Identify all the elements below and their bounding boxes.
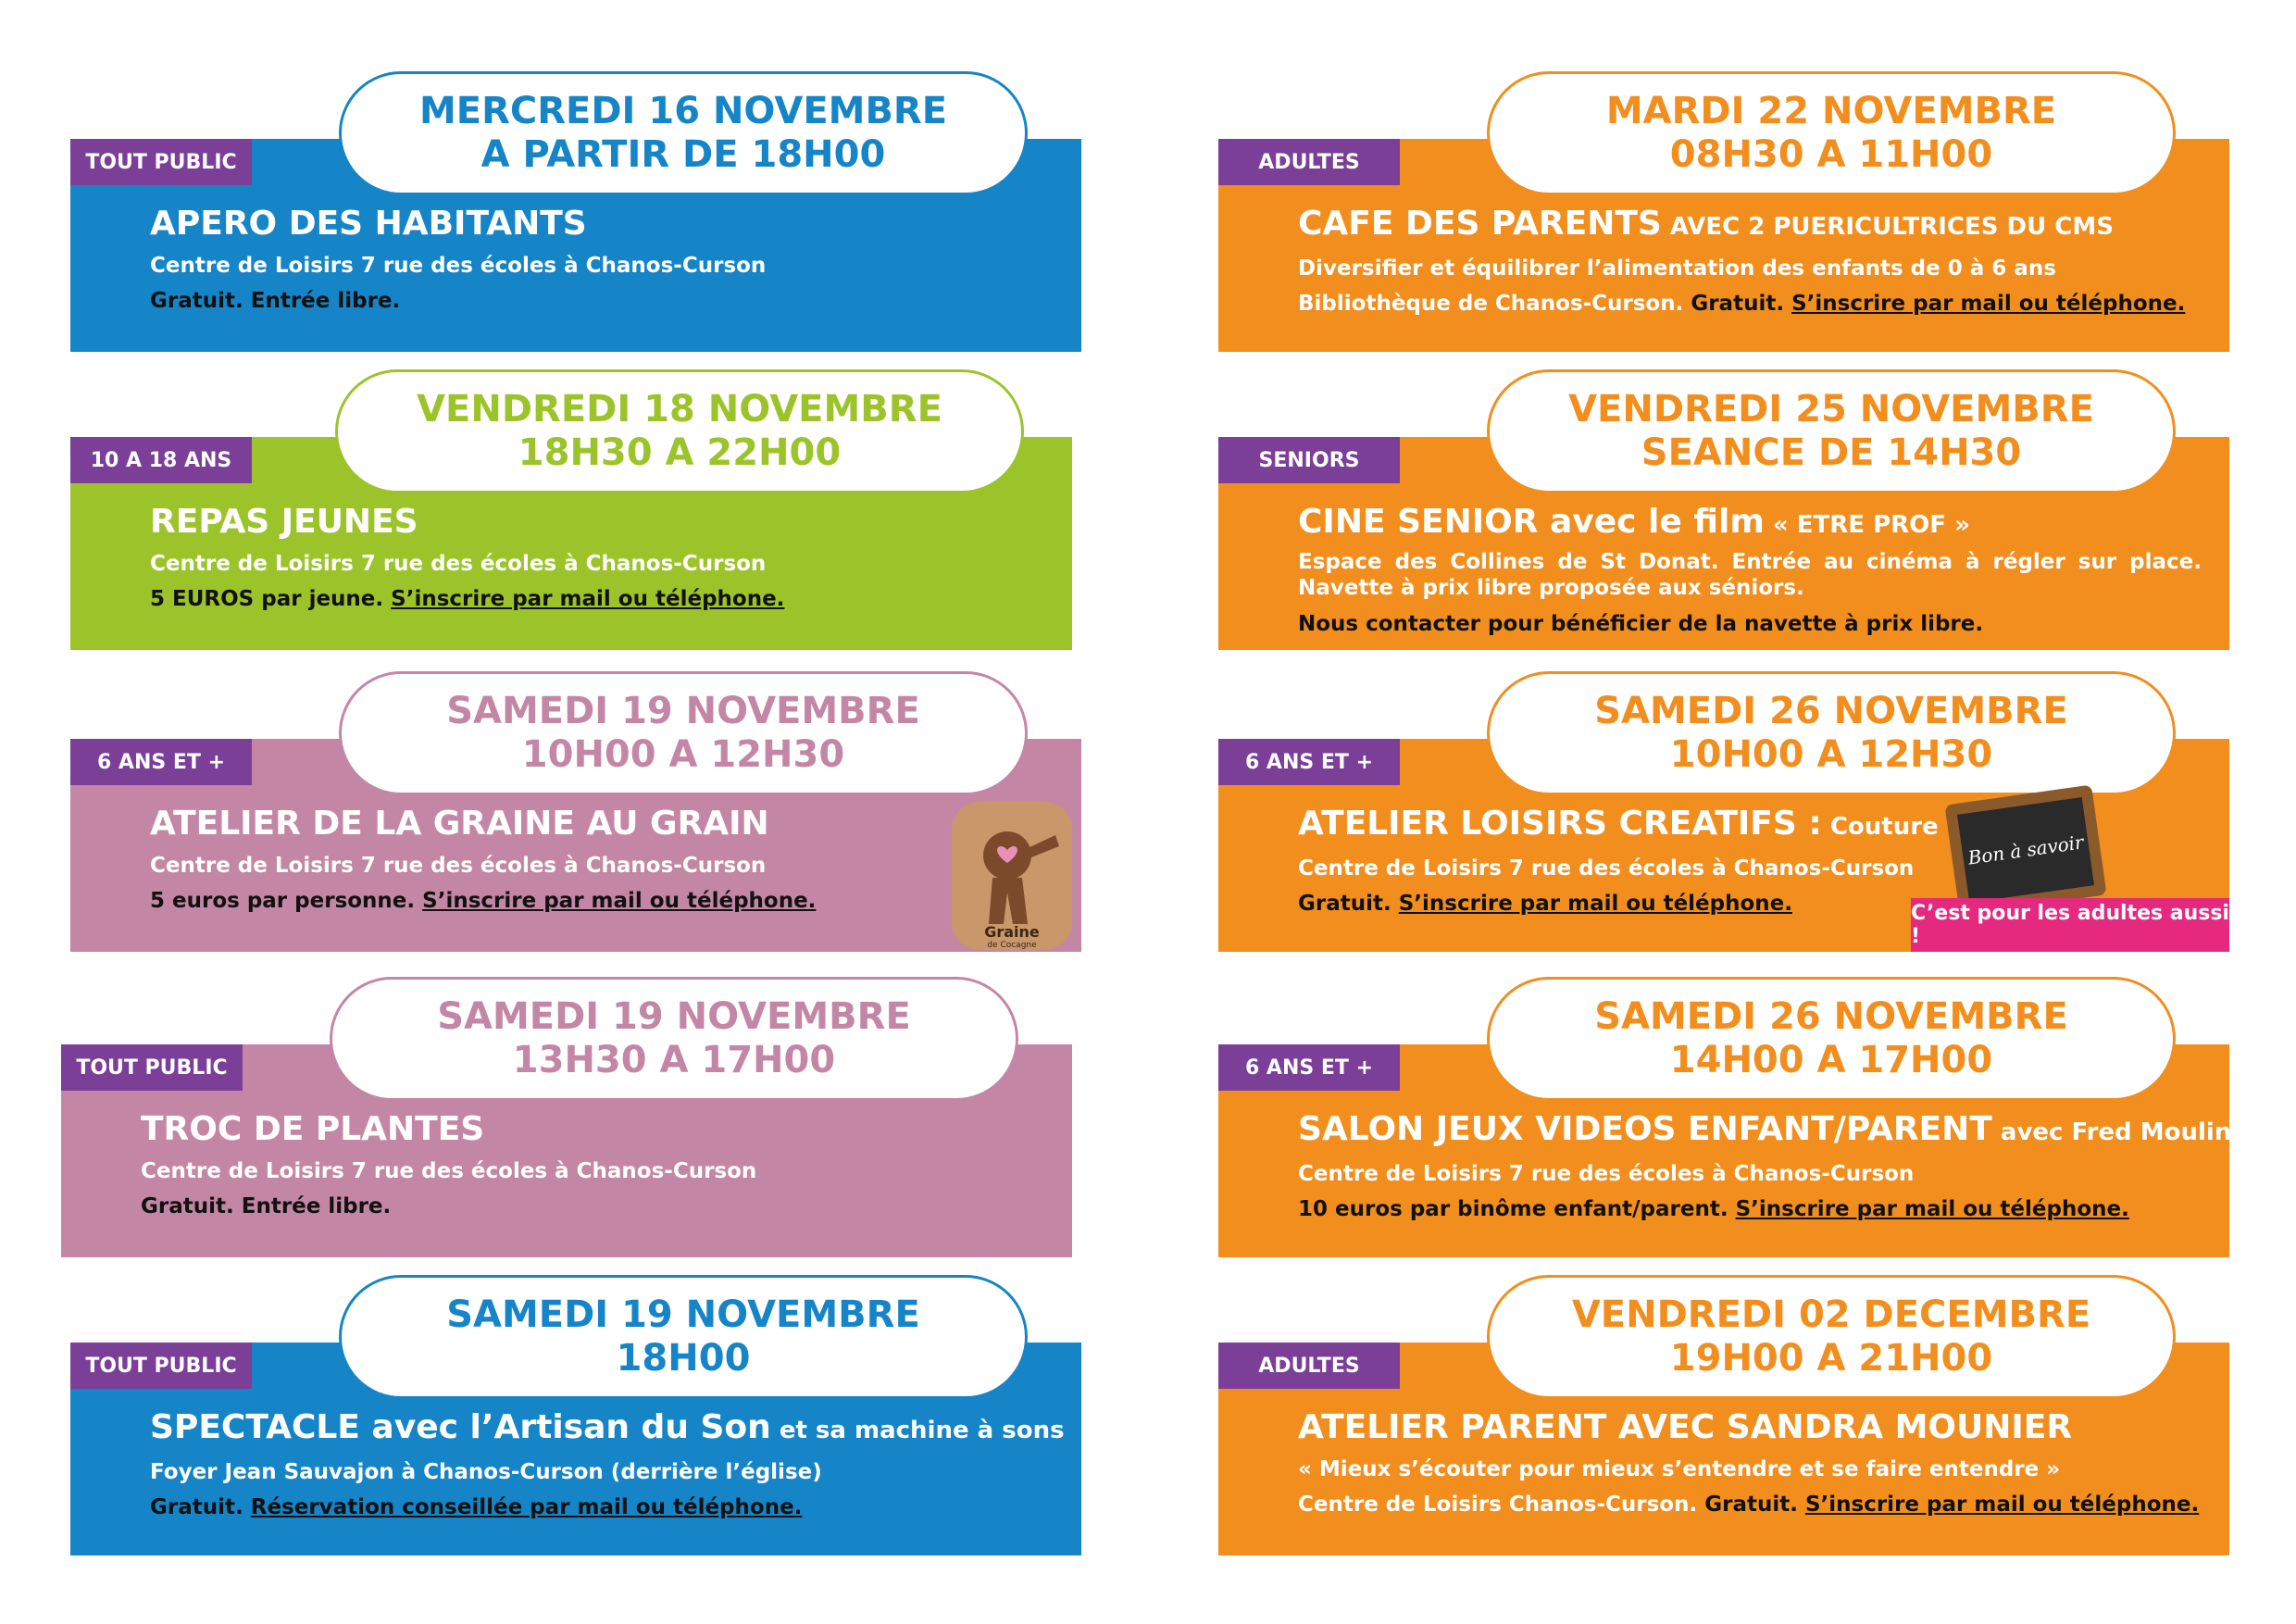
audience-badge: SENIORS bbox=[1218, 437, 1400, 483]
event-title: ATELIER DE LA GRAINE AU GRAIN bbox=[150, 805, 769, 843]
event-card-salon-jeux-videos bbox=[1218, 974, 2232, 1257]
event-title: CINE SENIOR avec le film « ETRE PROF » bbox=[1298, 503, 1970, 541]
event-time: 14H00 A 17H00 bbox=[1669, 1039, 1993, 1081]
event-price: Bibliothèque de Chanos-Curson. Gratuit. S’inscrire par mail ou téléphone. bbox=[1298, 292, 2186, 316]
event-time: 19H00 A 21H00 bbox=[1669, 1337, 1993, 1380]
audience-badge: TOUT PUBLIC bbox=[61, 1044, 243, 1091]
event-date: VENDREDI 25 NOVEMBRE bbox=[1568, 388, 2094, 431]
event-card-loisirs-creatifs bbox=[1218, 668, 2229, 952]
event-price: Gratuit. Entrée libre. bbox=[150, 289, 401, 313]
event-content bbox=[150, 1407, 1065, 1525]
event-date: VENDREDI 02 DECEMBRE bbox=[1571, 1293, 2091, 1336]
svg-text:de Cocagne: de Cocagne bbox=[987, 941, 1037, 950]
event-date: SAMEDI 19 NOVEMBRE bbox=[437, 995, 911, 1038]
event-time: 18H30 A 22H00 bbox=[518, 431, 842, 474]
event-date: MARDI 22 NOVEMBRE bbox=[1605, 90, 2057, 132]
event-date: SAMEDI 26 NOVEMBRE bbox=[1594, 995, 2068, 1038]
event-date-pill bbox=[1487, 977, 2176, 1101]
audience-badge: ADULTES bbox=[1218, 1343, 1400, 1389]
event-description: Diversifier et équilibrer l’alimentation des enfants de 0 à 6 ans bbox=[1298, 256, 2056, 281]
event-time: 10H00 A 12H30 bbox=[521, 733, 845, 776]
event-date-pill bbox=[339, 71, 1028, 195]
reservation-link[interactable]: Réservation conseillée par mail ou téléphone. bbox=[250, 1495, 803, 1519]
graine-de-cocagne-logo-icon bbox=[952, 802, 1072, 950]
event-date-pill bbox=[1487, 671, 2176, 795]
event-card-atelier-parent bbox=[1218, 1272, 2229, 1555]
event-title: TROC DE PLANTES bbox=[141, 1110, 485, 1148]
event-price: 10 euros par binôme enfant/parent. S’inscrire par mail ou téléphone. bbox=[1298, 1197, 2129, 1221]
event-card-graine-au-grain bbox=[70, 668, 1081, 952]
event-price: 5 euros par personne. S’inscrire par mail ou téléphone. bbox=[150, 889, 817, 913]
audience-badge: ADULTES bbox=[1218, 139, 1400, 185]
register-link[interactable]: S’inscrire par mail ou téléphone. bbox=[1791, 292, 2186, 316]
audience-badge: TOUT PUBLIC bbox=[70, 139, 252, 185]
event-card-troc-de-plantes bbox=[61, 974, 1072, 1257]
event-location: Centre de Loisirs 7 rue des écoles à Chanos-Curson bbox=[150, 854, 767, 878]
chalkboard-text: Bon à savoir bbox=[1957, 797, 2094, 903]
event-date-pill bbox=[339, 671, 1028, 795]
event-date: SAMEDI 26 NOVEMBRE bbox=[1594, 690, 2068, 732]
event-title: APERO DES HABITANTS bbox=[150, 205, 587, 243]
event-location: Espace des Collines de St Donat. Entrée au cinéma à régler sur place. Navette à prix libre proposée aux séniors. bbox=[1298, 550, 2202, 600]
event-card-cine-senior bbox=[1218, 367, 2229, 650]
adults-too-note: C’est pour les adultes aussi ! bbox=[1911, 898, 2229, 952]
event-content bbox=[150, 502, 1044, 617]
event-content bbox=[1298, 502, 2202, 642]
audience-badge: 6 ANS ET + bbox=[1218, 739, 1400, 785]
event-time: SEANCE DE 14H30 bbox=[1641, 431, 2022, 474]
event-price: Gratuit. Entrée libre. bbox=[141, 1194, 392, 1218]
event-content bbox=[150, 204, 1054, 319]
event-title: CAFE DES PARENTS AVEC 2 PUERICULTRICES DU CMS bbox=[1298, 205, 2114, 243]
event-title: ATELIER PARENT AVEC SANDRA MOUNIER bbox=[1298, 1408, 2073, 1446]
event-title: SALON JEUX VIDEOS ENFANT/PARENT avec Fred Moulin bbox=[1298, 1110, 2232, 1148]
event-time: 18H00 bbox=[616, 1337, 751, 1380]
event-price: Gratuit. S’inscrire par mail ou téléphone. bbox=[1298, 892, 1792, 916]
event-title: ATELIER LOISIRS CREATIFS : Couture bbox=[1298, 805, 1939, 843]
event-quote: « Mieux s’écouter pour mieux s’entendre et se faire entendre » bbox=[1298, 1457, 2061, 1481]
event-content bbox=[1298, 204, 2202, 321]
event-price: Gratuit. Réservation conseillée par mail ou téléphone. bbox=[150, 1495, 803, 1519]
event-time: 10H00 A 12H30 bbox=[1669, 733, 1993, 776]
event-date: SAMEDI 19 NOVEMBRE bbox=[446, 690, 920, 732]
event-date-pill bbox=[335, 369, 1024, 493]
event-content bbox=[1298, 1109, 2232, 1227]
event-location: Centre de Loisirs 7 rue des écoles à Chanos-Curson bbox=[150, 552, 767, 576]
event-time: A PARTIR DE 18H00 bbox=[480, 133, 886, 176]
register-link[interactable]: S’inscrire par mail ou téléphone. bbox=[422, 889, 817, 913]
register-link[interactable]: S’inscrire par mail ou téléphone. bbox=[1398, 892, 1792, 916]
event-card-cafe-des-parents bbox=[1218, 69, 2229, 352]
event-title: SPECTACLE avec l’Artisan du Son et sa machine à sons bbox=[150, 1408, 1065, 1446]
register-link[interactable]: S’inscrire par mail ou téléphone. bbox=[1804, 1493, 2200, 1517]
graine-de-cocagne-logo bbox=[952, 802, 1072, 950]
event-date: MERCREDI 16 NOVEMBRE bbox=[418, 90, 948, 132]
event-location: Centre de Loisirs 7 rue des écoles à Chanos-Curson bbox=[150, 254, 767, 278]
chalkboard-icon bbox=[1944, 784, 2106, 915]
event-content bbox=[141, 1109, 1044, 1224]
event-content bbox=[150, 804, 1054, 918]
event-card-apero bbox=[70, 69, 1081, 352]
register-link[interactable]: S’inscrire par mail ou téléphone. bbox=[1735, 1197, 2129, 1221]
event-content bbox=[1298, 1407, 2202, 1522]
audience-badge: TOUT PUBLIC bbox=[70, 1343, 252, 1389]
event-date-pill bbox=[339, 1275, 1028, 1399]
event-date: VENDREDI 18 NOVEMBRE bbox=[417, 388, 942, 431]
event-title: REPAS JEUNES bbox=[150, 503, 418, 541]
event-card-spectacle bbox=[70, 1272, 1081, 1555]
event-price: 5 EUROS par jeune. S’inscrire par mail ou téléphone. bbox=[150, 587, 785, 611]
audience-badge: 10 A 18 ANS bbox=[70, 437, 252, 483]
event-location: Centre de Loisirs 7 rue des écoles à Chanos-Curson bbox=[1298, 1162, 1915, 1186]
event-time: 13H30 A 17H00 bbox=[512, 1039, 836, 1081]
event-note: Nous contacter pour bénéficier de la navette à prix libre. bbox=[1298, 612, 1984, 636]
audience-badge: 6 ANS ET + bbox=[70, 739, 252, 785]
event-date-pill bbox=[1487, 1275, 2176, 1399]
event-date-pill bbox=[330, 977, 1018, 1101]
audience-badge: 6 ANS ET + bbox=[1218, 1044, 1400, 1091]
event-location: Centre de Loisirs 7 rue des écoles à Chanos-Curson bbox=[141, 1159, 757, 1183]
event-price: Centre de Loisirs Chanos-Curson. Gratuit. S’inscrire par mail ou téléphone. bbox=[1298, 1493, 2200, 1517]
event-card-repas-jeunes bbox=[70, 367, 1072, 650]
event-time: 08H30 A 11H00 bbox=[1669, 133, 1993, 176]
register-link[interactable]: S’inscrire par mail ou téléphone. bbox=[391, 587, 785, 611]
event-date-pill bbox=[1487, 369, 2176, 493]
event-date-pill bbox=[1487, 71, 2176, 195]
event-location: Foyer Jean Sauvajon à Chanos-Curson (derrière l’église) bbox=[150, 1460, 822, 1484]
svg-text:Graine: Graine bbox=[984, 923, 1040, 941]
event-date: SAMEDI 19 NOVEMBRE bbox=[446, 1293, 920, 1336]
event-location: Centre de Loisirs 7 rue des écoles à Chanos-Curson bbox=[1298, 856, 1915, 881]
